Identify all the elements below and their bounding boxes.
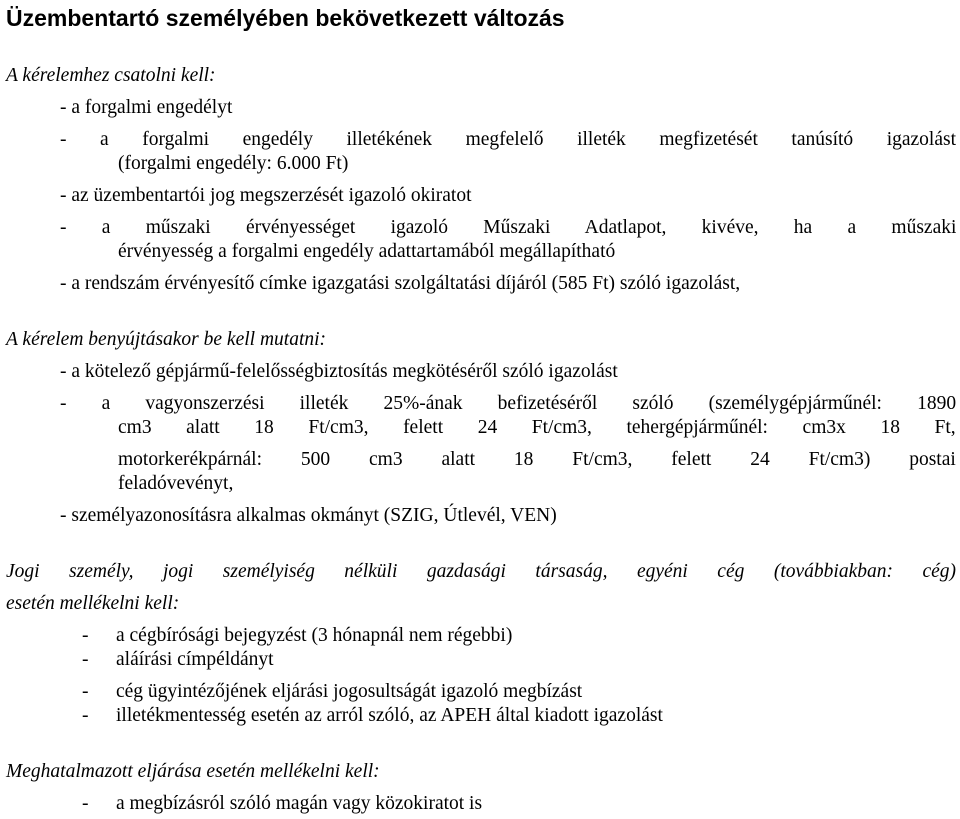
list-item [82, 792, 942, 816]
list-item [82, 624, 942, 648]
list-dash: - [82, 793, 89, 814]
list-item: - személyazonosításra alkalmas okmányt (SZIG, Útlevél, VEN) [60, 505, 557, 526]
list-item [82, 648, 942, 672]
section-heading-legal-entity-cont: esetén mellékelni kell: [6, 593, 180, 614]
section-heading-legal-entity: Jogi személy, jogi személyiség nélküli gazdasági társaság, egyéni cég (továbbiakban: cég) [6, 561, 956, 582]
list-item-text: a cégbírósági bejegyzést (3 hónapnál nem régebbi) [116, 625, 513, 646]
list-dash: - [82, 649, 89, 670]
document-title: Üzembentartó személyében bekövetkezett változás [6, 5, 565, 31]
list-item: - a műszaki érvényességet igazoló Műszaki Adatlapot, kivéve, ha a műszaki [60, 217, 956, 238]
list-item-text: aláírási címpéldányt [116, 649, 274, 670]
list-item: - a forgalmi engedélyt [60, 97, 233, 118]
list-item: - a vagyonszerzési illeték 25%-ának befizetéséről szóló (személygépjárműnél: 1890 [60, 393, 956, 414]
section-heading-present: A kérelem benyújtásakor be kell mutatni: [6, 329, 327, 350]
list-dash: - [82, 625, 89, 646]
section-heading-attachments: A kérelemhez csatolni kell: [6, 65, 216, 86]
list-item-text: cég ügyintézőjének eljárási jogosultságát igazoló megbízást [116, 681, 583, 702]
section-heading-proxy: Meghatalmazott eljárása esetén mellékelni kell: [6, 761, 380, 782]
list-dash: - [82, 681, 89, 702]
list-dash: - [82, 705, 89, 726]
list-item-continuation: cm3 alatt 18 Ft/cm3, felett 24 Ft/cm3, tehergépjárműnél: cm3x 18 Ft, [118, 417, 956, 438]
list-item: - a forgalmi engedély illetékének megfelelő illeték megfizetését tanúsító igazolást [60, 129, 956, 150]
list-item-continuation: motorkerékpárnál: 500 cm3 alatt 18 Ft/cm3, felett 24 Ft/cm3) postai [118, 449, 956, 470]
list-item-continuation: feladóvevényt, [118, 473, 234, 494]
list-item-text: illetékmentesség esetén az arról szóló, az APEH által kiadott igazolást [116, 705, 663, 726]
list-item-continuation: érvényesség a forgalmi engedély adattartamából megállapítható [118, 241, 616, 262]
list-item: - az üzembentartói jog megszerzését igazoló okiratot [60, 185, 472, 206]
list-item: - a rendszám érvényesítő címke igazgatási szolgáltatási díjáról (585 Ft) szóló igazolást, [60, 273, 741, 294]
list-item [82, 704, 942, 728]
list-item [82, 680, 942, 704]
list-item: - a kötelező gépjármű-felelősségbiztosítás megkötéséről szóló igazolást [60, 361, 618, 382]
list-item-continuation: (forgalmi engedély: 6.000 Ft) [118, 153, 349, 174]
list-item-text: a megbízásról szóló magán vagy közokiratot is [116, 793, 483, 814]
